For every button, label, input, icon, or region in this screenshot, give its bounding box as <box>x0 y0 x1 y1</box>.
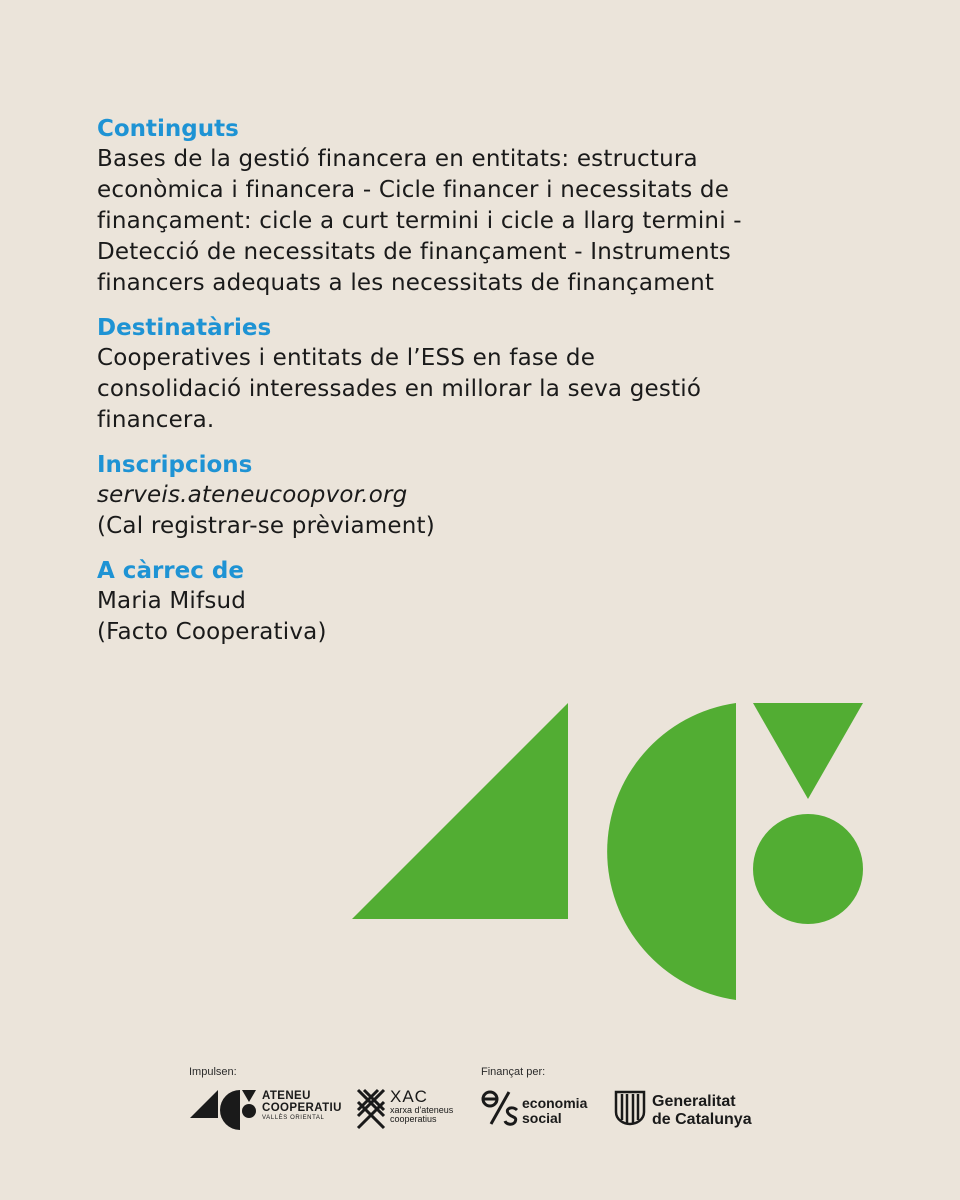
main-content <box>97 114 897 662</box>
xac-sub2: cooperatius <box>390 1114 437 1124</box>
economia-social-logo-icon <box>481 1090 519 1126</box>
section-a-carrec-de <box>97 556 897 648</box>
ateneu-line3: VALLÈS ORIENTAL <box>262 1115 325 1121</box>
ateneu-line2: COOPERATIU <box>262 1102 342 1114</box>
economia-line2: social <box>522 1110 562 1126</box>
xac-logo-icon <box>356 1088 386 1132</box>
xac-sub1: xarxa d'ateneus <box>390 1105 454 1115</box>
ateneu-logo-text <box>262 1090 342 1123</box>
generalitat-line1: Generalitat <box>652 1093 736 1110</box>
ateneu-logo-icon <box>190 1090 258 1130</box>
section-destinataries <box>97 313 897 436</box>
section-heading: Destinatàries <box>97 315 272 341</box>
text-line: consolidació interessades en millorar la seva gestió <box>97 376 702 402</box>
section-heading: Inscripcions <box>97 452 253 478</box>
section-inscripcions <box>97 450 897 542</box>
text-line: Maria Mifsud <box>97 588 247 614</box>
section-heading: A càrrec de <box>97 558 244 584</box>
text-line: finançament: cicle a curt termini i cicle a llarg termini - <box>97 208 742 234</box>
impulsen-label: Impulsen: <box>189 1066 237 1078</box>
ateneu-line1: ATENEU <box>262 1090 311 1102</box>
generalitat-line2: de Catalunya <box>652 1111 752 1128</box>
section-heading: Continguts <box>97 116 239 142</box>
registration-link[interactable]: serveis.ateneucoopvor.org <box>97 482 408 508</box>
text-line: (Cal registrar-se prèviament) <box>97 513 435 539</box>
generalitat-text <box>652 1093 752 1129</box>
text-line: Detecció de necessitats de finançament - Instruments <box>97 239 731 265</box>
economia-line1: economia <box>522 1095 588 1111</box>
generalitat-shield-icon <box>614 1090 646 1126</box>
text-line: financers adequats a les necessitats de finançament <box>97 270 715 296</box>
xac-logo-text <box>390 1088 453 1124</box>
xac-title: XAC <box>390 1087 428 1106</box>
text-line: econòmica i financera - Cicle financer i necessitats de <box>97 177 730 203</box>
section-continguts <box>97 114 897 299</box>
financat-label: Finançat per: <box>481 1066 546 1078</box>
text-line: (Facto Cooperativa) <box>97 619 327 645</box>
text-line: financera. <box>97 407 215 433</box>
text-line: Cooperatives i entitats de l’ESS en fase de <box>97 345 596 371</box>
economia-social-text <box>522 1096 587 1126</box>
text-line: Bases de la gestió financera en entitats: estructura <box>97 146 698 172</box>
ateneu-big-logo-icon <box>352 703 864 1003</box>
